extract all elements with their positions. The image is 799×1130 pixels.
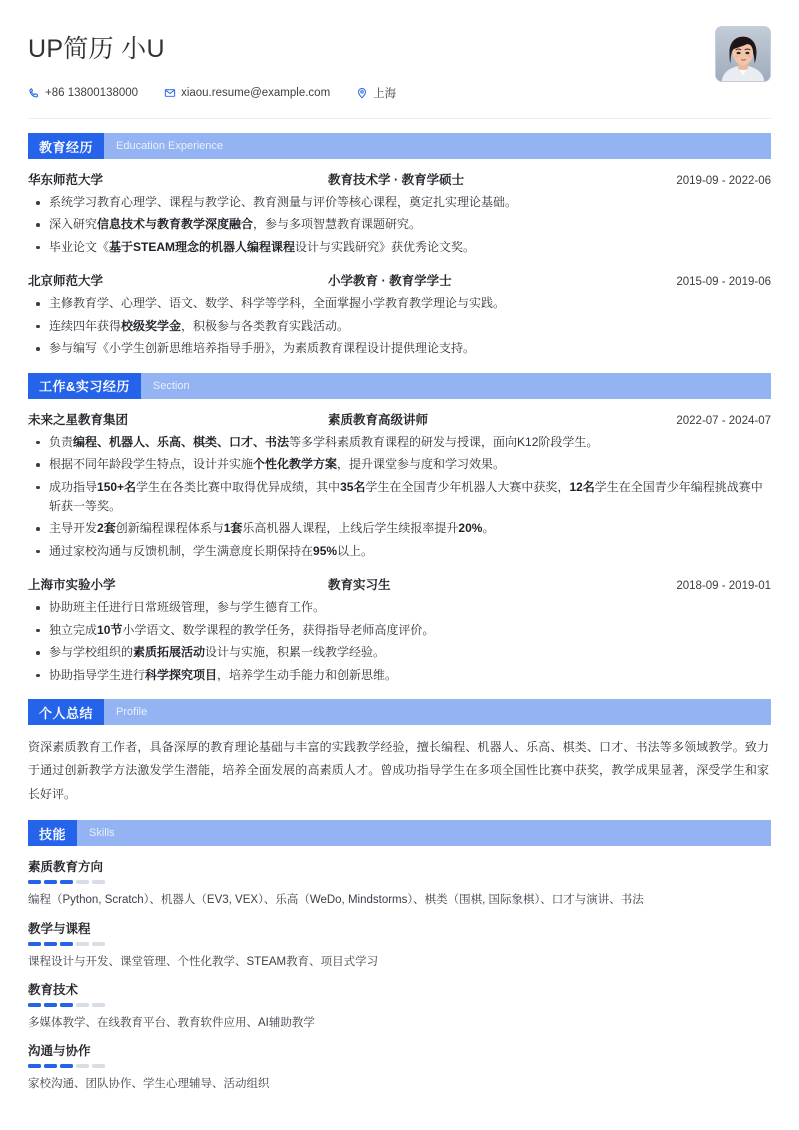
skill-level-segment [60,1064,73,1068]
contact-location-value: 上海 [373,88,397,100]
skill-level-segment [28,1064,41,1068]
skill-name: 素质教育方向 [28,860,104,875]
bullet-item: 协助班主任进行日常班级管理，参与学生德育工作。 [28,598,771,617]
entry-header [28,575,771,593]
experience-entry [28,575,771,685]
contact-email[interactable] [164,87,330,99]
section-header-bar [28,133,771,159]
skill-level-meter [28,942,771,946]
entry-header [28,410,771,428]
skill-group [28,919,771,971]
skill-level-segment [60,880,73,884]
skill-level-segment [92,1003,105,1007]
entry-role: 教育实习生 [328,578,391,593]
entry-header [28,170,771,188]
bullet-item: 毕业论文《基于STEAM理念的机器人编程课程设计与实践研究》获优秀论文奖。 [28,238,771,257]
skill-level-segment [44,942,57,946]
profile-paragraph: 资深素质教育工作者，具备深厚的教育理论基础与丰富的实践教学经验，擅长编程、机器人、乐高、棋类、口才、书法等多领域教学。致力于通过创新教学方法激发学生潜能，培养全面发展的高素质人才。曾成功指导学生在多项全国性比赛中获奖，教学成果显著，深受学生和家长好评。 [28,740,769,801]
bullet-item: 协助指导学生进行科学探究项目，培养学生动手能力和创新思维。 [28,666,771,685]
skill-items: 课程设计与开发、课堂管理、个性化教学、STEAM教育、项目式学习 [28,955,379,968]
skill-level-meter [28,880,771,884]
bullet-item: 主修教育学、心理学、语文、数学、科学等学科，全面掌握小学教育教学理论与实践。 [28,294,771,313]
section-title-cn: 个人总结 [28,699,104,725]
experience-entry [28,410,771,562]
section-header-bar [28,820,771,846]
skill-level-meter [28,1003,771,1007]
entry-role: 小学教育 · 教育学学士 [328,274,452,289]
section-title-en: Skills [89,827,115,840]
skill-group [28,857,771,909]
skill-level-meter [28,1064,771,1068]
entry-organization: 华东师范大学 [28,173,104,187]
skill-level-segment [44,1003,57,1007]
skill-level-segment [76,880,89,884]
contact-location[interactable] [356,85,396,101]
bullet-item: 独立完成10节小学语文、数学课程的教学任务，获得指导老师高度评价。 [28,621,771,640]
entry-bullet-list [28,294,771,358]
section-title-en: Profile [116,706,148,718]
phone-icon [28,87,40,99]
section-title-en: Education Experience [116,140,224,152]
skill-level-segment [92,880,105,884]
entry-organization: 上海市实验小学 [28,578,116,593]
skill-level-segment [44,1064,57,1068]
section-0 [28,133,771,359]
bullet-item: 负责编程、机器人、乐高、棋类、口才、书法等多学科素质教育课程的研发与授课，面向K12阶段学生。 [28,433,771,452]
skill-level-segment [44,880,57,884]
entry-date: 2022-07 - 2024-07 [676,414,771,427]
section-3 [28,820,771,1094]
skill-level-segment [28,1003,41,1007]
bullet-item: 主导开发2套创新编程课程体系与1套乐高机器人课程，上线后学生续报率提升20%。 [28,519,771,538]
contact-email-value: xiaou.resume@example.com [181,87,331,99]
contact-phone[interactable] [28,87,138,99]
entry-organization: 未来之星教育集团 [28,412,129,427]
bullet-item: 根据不同年龄段学生特点，设计并实施个性化教学方案，提升课堂参与度和学习效果。 [28,455,771,474]
experience-entry [28,170,771,257]
bullet-item: 连续四年获得校级奖学金，积极参与各类教育实践活动。 [28,317,771,336]
skill-items: 多媒体教学、在线教育平台、教育软件应用、AI辅助教学 [28,1016,315,1029]
section-title-en: Section [152,379,190,392]
skill-items: 编程（Python, Scratch）、机器人（EV3, VEX）、乐高（WeDo, Mindstorms）、棋类（围棋, 国际象棋）、口才与演讲、书法 [28,894,644,907]
contact-row [28,85,396,101]
bullet-item: 通过家校沟通与反馈机制，学生满意度长期保持在95%以上。 [28,542,771,561]
entry-date: 2018-09 - 2019-01 [676,580,771,593]
entry-bullet-list [28,433,771,562]
experience-entry [28,271,771,358]
resume-sections [0,133,799,1094]
skill-level-segment [76,1064,89,1068]
section-1 [28,373,771,685]
skill-level-segment [76,1003,89,1007]
skill-level-segment [60,1003,73,1007]
resume-header [0,0,799,101]
skill-items: 家校沟通、团队协作、学生心理辅导、活动组织 [28,1078,270,1091]
section-title-cn: 技能 [28,820,77,846]
bullet-item: 参与学校组织的素质拓展活动设计与实施，积累一线教学经验。 [28,643,771,662]
skill-level-segment [92,1064,105,1068]
skill-group [28,980,771,1032]
bullet-item: 参与编写《小学生创新思维培养指导手册》，为素质教育课程设计提供理论支持。 [28,339,771,358]
skill-name: 教学与课程 [28,921,91,936]
header-left [28,26,396,101]
entry-bullet-list [28,193,771,257]
section-title-cn: 工作&实习经历 [28,373,141,399]
skill-name: 教育技术 [28,982,79,997]
header-divider [28,118,771,119]
section-header-bar [28,699,771,725]
entry-date: 2019-09 - 2022-06 [676,175,771,187]
contact-phone-value: +86 13800138000 [45,87,139,99]
skill-name: 沟通与协作 [28,1044,91,1059]
section-2 [28,699,771,806]
bullet-item: 系统学习教育心理学、课程与教学论、教育测量与评价等核心课程，奠定扎实理论基础。 [28,193,771,212]
entry-role: 素质教育高级讲师 [328,412,429,427]
skill-level-segment [28,942,41,946]
avatar [715,26,771,82]
email-icon [164,87,176,99]
location-icon [356,87,368,99]
bullet-item: 成功指导150+名学生在各类比赛中取得优异成绩，其中35名学生在全国青少年机器人大赛中获奖，12名学生在全国青少年编程挑战赛中斩获一等奖。 [28,478,771,517]
section-header-bar [28,373,771,399]
entry-date: 2015-09 - 2019-06 [676,276,771,289]
page-title: UP简历 小U [28,35,165,63]
skill-level-segment [92,942,105,946]
portrait-photo-icon [716,27,770,81]
skill-level-segment [28,880,41,884]
skill-level-segment [60,942,73,946]
section-title-cn: 教育经历 [28,133,104,159]
skill-group [28,1041,771,1093]
skill-level-segment [76,942,89,946]
entry-organization: 北京师范大学 [28,274,104,289]
bullet-item: 深入研究信息技术与教育教学深度融合，参与多项智慧教育课题研究。 [28,215,771,234]
entry-bullet-list [28,598,771,685]
entry-header [28,271,771,289]
entry-role: 教育技术学 · 教育学硕士 [328,173,465,187]
